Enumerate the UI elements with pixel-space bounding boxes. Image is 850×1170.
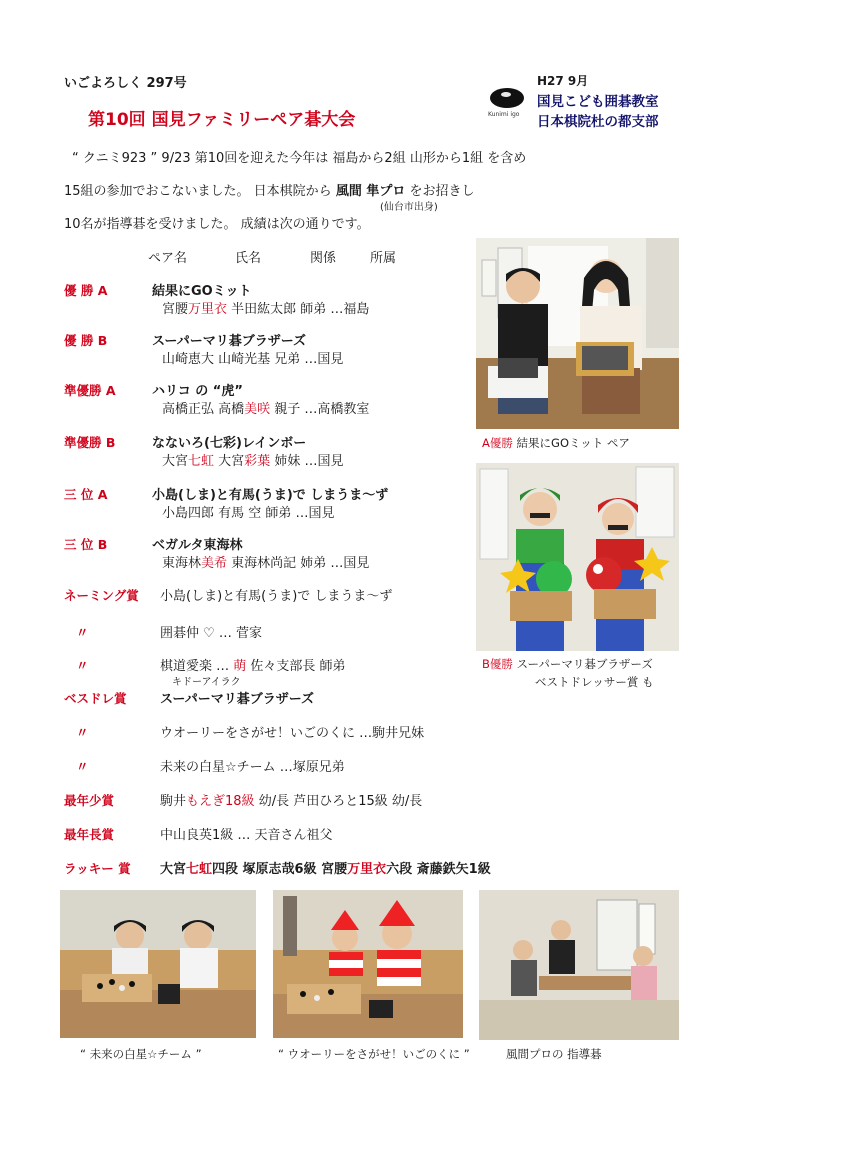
result-member-part: 大宮 xyxy=(214,454,245,469)
award-category: 〃 xyxy=(76,625,89,640)
result-category: 優 勝 A xyxy=(64,283,108,298)
result-pair-name: ハリコ の “虎” xyxy=(152,384,243,399)
issue-date: H27 9月 xyxy=(537,74,589,88)
guest-pro-name: 風間 隼プロ xyxy=(335,184,406,199)
page-title: 第10回 国見ファミリーペア碁大会 xyxy=(88,110,356,130)
award-text-part: 大宮 xyxy=(160,862,187,877)
photo-shido-go xyxy=(479,890,679,1040)
result-member-part: 万里衣 xyxy=(188,302,228,317)
award-text: 小島(しま)と有馬(うま)で しまうま～ず xyxy=(160,589,393,604)
result-member-part: 高橋正弘 高橋 xyxy=(162,402,245,417)
result-members xyxy=(162,348,343,367)
award-text-part: 七虹 xyxy=(186,862,213,877)
result-member-part: 大宮 xyxy=(162,454,189,469)
guest-hometown-note: (仙台市出身) xyxy=(380,202,438,213)
award-category: 最年長賞 xyxy=(64,827,115,842)
photo-a-caption xyxy=(482,435,630,451)
award-category: 〃 xyxy=(76,658,89,673)
award-text: 囲碁仲 ♡ … 菅家 xyxy=(160,626,263,641)
result-pair-name: なないろ(七彩)レインボー xyxy=(152,436,307,451)
result-member-part: 姉妹 …国見 xyxy=(270,454,344,469)
kunimi-igo-logo-icon xyxy=(490,88,524,108)
photo-a-winners-image xyxy=(476,238,679,429)
col-name: 氏名 xyxy=(235,251,262,266)
result-member-part: 東海林尚記 姉弟 …国見 xyxy=(227,556,370,571)
award-category: ラッキー 賞 xyxy=(64,861,131,876)
intro-line-1: “ クニミ923 ” 9/23 第10回を迎えた今年は 福島から2組 山形から1組 を含め xyxy=(72,151,527,166)
award-text-part: 幼/長 芦田ひろと15級 幼/長 xyxy=(254,794,423,809)
result-category: 準優勝 A xyxy=(64,383,116,398)
newsletter-issue: いごよろしく 297号 xyxy=(64,76,187,91)
award-text-part: 駒井 xyxy=(160,794,187,809)
photo-b-winners-image xyxy=(476,463,679,651)
photo-b-caption-2: ベストドレッサー賞 も xyxy=(535,675,654,689)
award-text xyxy=(160,655,346,674)
award-text-part: 四段 塚原志哉6級 宮腰 xyxy=(212,862,348,877)
award-category: ネーミング賞 xyxy=(64,588,139,603)
result-member-part: 彩葉 xyxy=(244,454,271,469)
result-member-part: 小島四郎 有馬 空 師弟 …国見 xyxy=(162,506,335,521)
org-name-2: 日本棋院杜の都支部 xyxy=(537,114,659,130)
photo-wally-caption: “ ウオーリーをさがせ！いごのくに ” xyxy=(278,1047,470,1061)
photo-b-caption xyxy=(482,656,653,672)
photo-mirai-team xyxy=(60,890,256,1038)
intro-line-2c: をお招きし xyxy=(409,184,475,199)
result-member-part: 東海林 xyxy=(162,556,202,571)
col-affiliation: 所属 xyxy=(370,251,397,266)
award-text-part: 萌 xyxy=(233,659,247,674)
col-relation: 関係 xyxy=(310,251,337,266)
photo-b-winners xyxy=(476,463,679,651)
award-category: 〃 xyxy=(76,725,89,740)
award-category: ベスドレ賞 xyxy=(64,691,127,706)
result-category: 準優勝 B xyxy=(64,435,116,450)
photo-shido-caption: 風間プロの 指導碁 xyxy=(506,1047,602,1061)
photo-a-caption-text: 結果にGOミット ペア xyxy=(516,436,630,450)
award-text-part: 六段 斎藤鉄矢1級 xyxy=(386,862,491,877)
result-members xyxy=(162,398,369,417)
photo-shido-go-image xyxy=(479,890,679,1040)
intro-line-3: 10名が指導碁を受けました。 成績は次の通りです。 xyxy=(64,217,370,232)
result-category: 三 位 A xyxy=(64,487,108,502)
photo-b-caption-label: B優勝 xyxy=(482,657,513,671)
award-text: 未来の白星☆チーム …塚原兄弟 xyxy=(160,760,345,775)
photo-a-caption-label: A優勝 xyxy=(482,436,513,450)
intro-line-2 xyxy=(64,180,475,199)
award-text-part: もえぎ18級 xyxy=(186,794,255,809)
award-text xyxy=(160,790,422,809)
result-members xyxy=(162,502,335,521)
award-text: ウオーリーをさがせ！いごのくに …駒井兄妹 xyxy=(160,726,425,741)
result-pair-name: スーパーマリ碁ブラザーズ xyxy=(152,334,307,349)
photo-b-caption-text: スーパーマリ碁ブラザーズ xyxy=(516,657,653,671)
result-member-part: 七虹 xyxy=(188,454,215,469)
award-text xyxy=(160,858,491,877)
result-member-part: 半田紘太郎 師弟 …福島 xyxy=(227,302,370,317)
result-members xyxy=(162,450,343,469)
result-member-part: 美咲 xyxy=(244,402,271,417)
award-text-part: 棋道愛楽 … xyxy=(160,659,234,674)
result-member-part: 山崎恵大 山崎光基 兄弟 …国見 xyxy=(162,352,344,367)
result-members xyxy=(162,552,369,571)
result-members xyxy=(162,298,369,317)
org-name-1: 国見こども囲碁教室 xyxy=(537,94,659,110)
award-category: 最年少賞 xyxy=(64,793,115,808)
award-text-part: 佐々支部長 師弟 xyxy=(246,659,346,674)
result-pair-name: 結果にGOミット xyxy=(152,284,252,299)
photo-a-winners xyxy=(476,238,679,429)
award-text: スーパーマリ碁ブラザーズ xyxy=(160,692,315,707)
result-pair-name: ベガルタ東海林 xyxy=(152,538,243,553)
result-category: 優 勝 B xyxy=(64,333,108,348)
logo-text: Kunimi igo xyxy=(488,111,520,118)
col-pair: ペア名 xyxy=(148,251,188,266)
award-reading-note: キドーアイラク xyxy=(172,677,241,688)
award-category: 〃 xyxy=(76,759,89,774)
result-pair-name: 小島(しま)と有馬(うま)で しまうま～ず xyxy=(152,488,389,503)
photo-mirai-caption: “ 未来の白星☆チーム ” xyxy=(80,1047,202,1061)
result-member-part: 宮腰 xyxy=(162,302,189,317)
award-text: 中山良英1級 … 天音さん祖父 xyxy=(160,828,333,843)
photo-mirai-team-image xyxy=(60,890,256,1038)
photo-wally-team-image xyxy=(273,890,463,1038)
photo-wally-team xyxy=(273,890,463,1038)
result-category: 三 位 B xyxy=(64,537,108,552)
intro-line-2a: 15組の参加でおこないました。 日本棋院から xyxy=(64,184,332,199)
result-member-part: 美希 xyxy=(201,556,228,571)
award-text-part: 万里衣 xyxy=(347,862,387,877)
result-member-part: 親子 …高橋教室 xyxy=(270,402,370,417)
